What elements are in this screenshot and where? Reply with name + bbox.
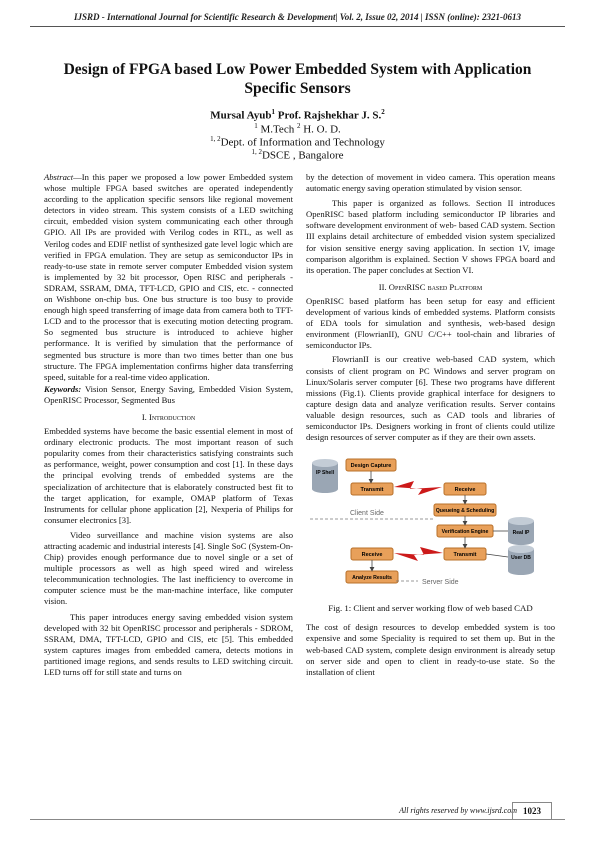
platform-paragraph-2: FlowrianII is our creative web-based CAD system, which consists of client program on PC Windows and server program on Linux/Solaris server computer [6]. These two programs have different missions (Fig.1). Clients provide graphical interface for designers to capture design data and analyze verification results. Server contains valuable design resources, such as CAD tools and libraries of semiconductor IPs. Designers working in front of clients could utilize design resources of server computer as if they are their own assets. (306, 354, 555, 443)
right-paragraph-0: by the detection of movement in video camera. This operation means automatic energy saving operation stimulated by vision sensor. (306, 172, 555, 194)
verification-label: Verification Engine (441, 529, 489, 536)
author-1-sup: 1 (271, 108, 275, 116)
page-number: 1023 (512, 802, 552, 820)
right-column (306, 172, 555, 678)
left-column (44, 172, 293, 678)
footer-rights: All rights reserved by www.ijsrd.com (399, 806, 517, 815)
design-capture-label: Design Capture (350, 463, 392, 470)
inst-name: DSCE , Bangalore (261, 149, 344, 162)
network-arrow-bottom (394, 547, 443, 561)
right-paragraph-1: This paper is organized as follows. Section II introduces OpenRISC based platform including semiconductor IP libraries and software development environment of web- based CAD system. Section III explains detail architecture of embedded vision system specialized for vision sensitive energy saving application. In section 1V, image comparison algorithm is explained. Section V shows FPGA board and its operation. The paper concludes at Section VI. (306, 198, 555, 275)
deg1-sup: 1 (254, 122, 258, 130)
author-1: Mursal Ayub (210, 109, 272, 122)
running-header: IJSRD - International Journal for Scientific Research & Development| Vol. 2, Issue 02, 2014 | ISSN (online): 2321-0613 (74, 12, 521, 22)
intro-paragraph-2: Video surveillance and machine vision systems are also attracting academic and industrial interests [4]. Single SoC (System-On-Chip) provides enough performance due to novel single or a set of multiple processors as well as high speed wired and wireless telecommunication technologies. The last inefficiency to overcome in computer science must be the man-machine interface, like computer vision. (44, 529, 293, 607)
authors (100, 108, 495, 122)
client-side-label: Client Side (350, 510, 384, 518)
figure-1-caption: Fig. 1: Client and server working flow of web based CAD (328, 603, 533, 614)
server-side-label: Server Side (422, 579, 459, 587)
section-1-heading: I. Introduction (141, 411, 196, 422)
degrees (100, 122, 495, 136)
intro-paragraph-3: This paper introduces energy saving embedded vision system developed with 32 bit OpenRISC processor and peripherals - SDROM, SSRAM, DMA, TFT-LCD, GPIO and CIS, etc [5]. This embedded system captures images from embedded camera, detects motions in partitioned image regions, and sends results to LED switching circuit. LED turns off for still state and turns on (44, 611, 293, 678)
platform-paragraph-1: OpenRISC based platform has been setup for easy and efficient development of various kinds of embedded systems. Platform consists of EDA tools for simulation and synthesis, web-based design environment (FlowrianII), GNU C/C++ tool-chain and libraries of semiconductor IPs. (306, 295, 555, 351)
transmit-top-label: Transmit (360, 487, 384, 494)
deg2-sup: 2 (296, 122, 301, 130)
user-db-label: User DB (511, 555, 531, 562)
network-arrow-top (394, 481, 442, 495)
department (100, 135, 495, 149)
transmit-bottom-label: Transmit (453, 552, 477, 559)
queuing-label: Queueing & Scheduling (435, 508, 495, 515)
keywords-label: Keywords: (44, 383, 82, 394)
dept-sup: 1, 2 (210, 135, 221, 143)
degree-2: H. O. D. (303, 123, 341, 136)
abstract-label: Abstract (44, 172, 74, 182)
abstract-text: —In this paper we proposed a low power Embedded system whose multiple FPGA based switches are operated independently according to the application specific sensors like regional movement detectors in video stream. This system consists of a LED switching circuit, embedded vision system communicating each other through GPIO. All IPs are provided with Verilog codes in RTL, as well as Verilog codes and EDIF netlist of synthesized gate level logic which are verified in FPGA emulation. They are setup as semiconductor IPs in ready-to-use state in remote server computer Embedded vision system is implemented by 32 bit processor, Open RISC and peripherals - SDRAM, SSRAM, DMA, TFT-LCD, GPIO and CIS, etc. - connected on Wishbone on-chip bus. One bus structure is too busy to provide enough high speed transferring of image data from camera both to TFT-LCD and to the processor that is executing motion detecting program. So segmented bus structure is introduced to achieve higher performance. It is verified by simulation that the performance of segmented bus structure is more than two times better than one bus structure. The FPGA implementation confirms higher data transferring speed, suitable for a real-time video application. (44, 172, 293, 382)
keywords (44, 384, 293, 406)
inst-sup: 1, 2 (251, 148, 262, 156)
degree-1: M.Tech (260, 123, 295, 136)
workflow-diagram (306, 451, 555, 596)
ip-shell-label: IP Shell (316, 470, 334, 477)
institution (100, 148, 495, 162)
dept-name: Dept. of Information and Technology (220, 136, 385, 149)
paper-title: Design of FPGA based Low Power Embedded System with Application Specific Sensors (63, 61, 532, 97)
intro-paragraph-1: Embedded systems have become the basic essential element in most of ordinary electronic products. The most important reason of such popularity comes from their characteristics satisfying constraints such as performance, weight, power consumption and cost [1]. In these days the principal evolving trends of embedded systems are the specialization of architecture that is elaborately constructed best fit to the target application, for example, OMAP platform of Texas Instruments for cellular phone application [2], Nexperia of Philips for consumer electronics [3]. (44, 426, 293, 525)
platform-paragraph-3: The cost of design resources to develop embedded system is too expensive and some Speciality is required to set them up. But in the web-based CAD system, complete design environment is already setup on server side and open to client in ready-to-use state. So the installation of client (306, 622, 555, 677)
receive-bottom-label: Receive (361, 552, 383, 559)
figure-1 (306, 451, 555, 599)
analyze-label: Analyze Results (352, 575, 392, 582)
real-ip-label: Real IP (512, 530, 530, 537)
keywords-text: Vision Sensor, Energy Saving, Embedded Vision System, OpenRISC Processor, Segmented Bus (44, 383, 293, 405)
ip-shell-db-icon (312, 459, 338, 493)
section-2-heading: II. OpenRISC based Platform (378, 281, 483, 292)
footer-rule (30, 819, 565, 820)
header-rule (30, 26, 565, 27)
receive-top-label: Receive (454, 487, 476, 494)
author-2: Prof. Rajshekhar J. S. (277, 109, 382, 122)
author-2-sup: 2 (381, 108, 385, 116)
abstract (44, 172, 293, 383)
